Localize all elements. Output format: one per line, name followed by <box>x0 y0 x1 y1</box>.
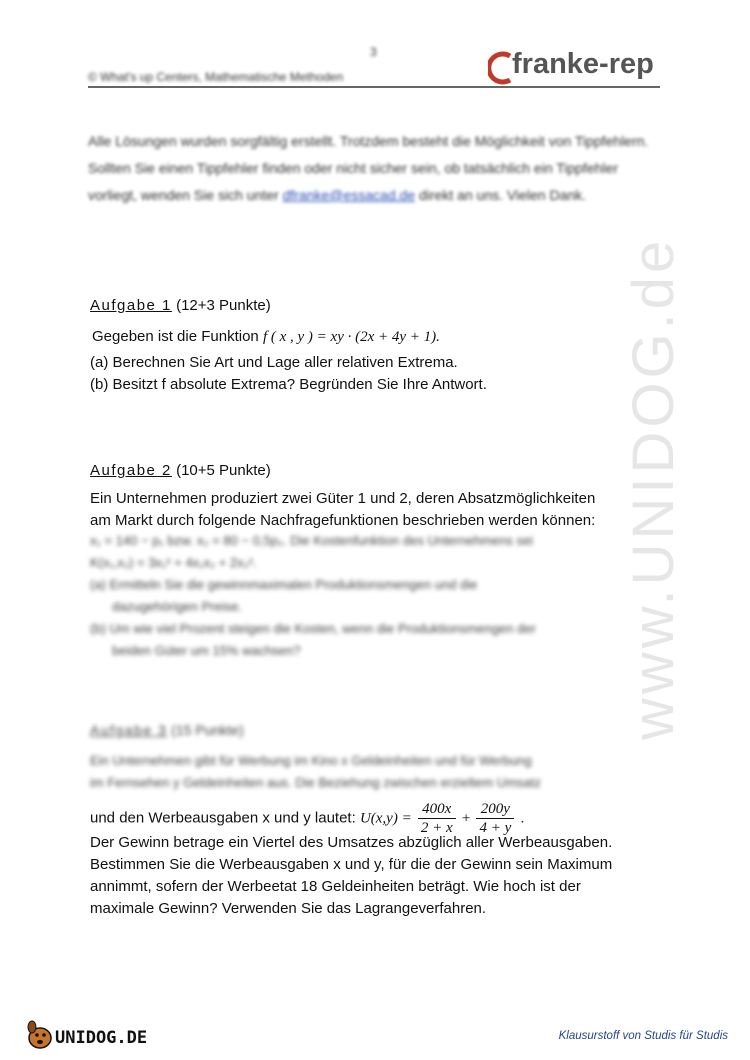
task2-blur-line4: dazugehörigen Preise. <box>112 599 243 614</box>
dog-mascot-icon <box>25 1018 55 1052</box>
header-source: © What's up Centers, Mathematische Methoden <box>88 70 344 84</box>
task2-line1: Ein Unternehmen produziert zwei Güter 1 und 2, deren Absatzmöglichkeiten <box>90 490 596 507</box>
intro-text-after: direkt an uns. Vielen Dank. <box>418 187 587 203</box>
task3-body <box>90 832 670 920</box>
task3-formula-lhs: U(x,y) = <box>359 810 412 827</box>
task3-blur-line2: im Fernsehen y Geldeinheiten aus. Die Beziehung zwischen erzieltem Umsatz <box>90 775 541 790</box>
footer-tagline: Klausurstoff von Studis für Studis <box>558 1030 728 1042</box>
email-link[interactable]: dfranke@essacad.de <box>282 187 416 203</box>
formula-period: . <box>520 809 525 827</box>
task2-blur-line5: (b) Um wie viel Prozent steigen die Kosten, wenn die Produktionsmengen der <box>90 621 536 636</box>
watermark: www.UNIDOG.de <box>621 236 686 740</box>
task3-blurred-block <box>90 750 660 794</box>
task2-heading <box>90 462 271 479</box>
task1-part-a: (a) Berechnen Sie Art und Lage aller relativen Extrema. <box>90 354 458 371</box>
task3-line4: maximale Gewinn? Verwenden Sie das Lagrangeverfahren. <box>90 900 487 917</box>
task3-line1: Der Gewinn betrage ein Viertel des Umsatzes abzüglich aller Werbeausgaben. <box>90 834 613 851</box>
franke-rep-logo <box>488 48 668 84</box>
task2-blur-line3: (a) Ermitteln Sie die gewinnmaximalen Produktionsmengen und die <box>90 577 478 592</box>
task1-formula: f ( x , y ) = xy · (2x + 4y + 1). <box>262 329 440 345</box>
page-number: 3 <box>370 45 377 59</box>
task2-points: (10+5 Punkte) <box>176 462 271 479</box>
task3-blur-line1: Ein Unternehmen gibt für Werbung im Kino x Geldeinheiten und für Werbung <box>90 753 532 768</box>
task3-points: (15 Punkte) <box>171 722 244 738</box>
task1-part-b: (b) Besitzt f absolute Extrema? Begründen Sie Ihre Antwort. <box>90 376 487 393</box>
task3-line2: Bestimmen Sie die Werbeausgaben x und y, für die der Gewinn sein Maximum <box>90 856 613 873</box>
task3-heading <box>90 722 244 738</box>
intro-paragraph <box>88 128 668 209</box>
task1-given <box>92 326 440 348</box>
header-divider <box>88 86 660 88</box>
task1-points: (12+3 Punkte) <box>176 297 271 314</box>
fraction-1-numerator: 400x <box>418 800 456 819</box>
task3-formula-intro: und den Werbeausgaben x und y lautet: <box>90 809 356 827</box>
task3-title: Aufgabe 3 <box>90 722 168 738</box>
task1-heading <box>90 297 271 314</box>
task1-title: Aufgabe 1 <box>90 297 172 314</box>
unidog-logo-text: UNIDOG.DE <box>55 1028 148 1048</box>
fraction-1-denominator: 2 + x <box>420 820 453 836</box>
plus-sign: + <box>461 810 471 827</box>
task2-blurred-block <box>90 530 660 662</box>
unidog-logo <box>25 1014 155 1054</box>
logo-text: franke-rep <box>512 48 654 80</box>
task2-blur-line1: x₁ = 140 − p₁ bzw. x₂ = 80 − 0,5p₂. Die Kostenfunktion des Unternehmens sei <box>90 533 534 548</box>
task2-blur-line6: beiden Güter um 15% wachsen? <box>112 643 301 658</box>
task2-blur-line2: K(x₁,x₂) = 3x₁² + 4x₁x₂ + 2x₂². <box>90 555 257 570</box>
intro-text: Alle Lösungen wurden sorgfältig erstellt. Trotzdem besteht die Möglichkeit von Tippfehlern. Sollten Sie einen Tippfehler finden oder nicht sicher sein, ob tatsächlich ein Tippfehler vorliegt, wenden Sie sich unter <box>88 133 649 203</box>
fraction-2-numerator: 200y <box>476 800 514 819</box>
task2-intro <box>90 488 660 532</box>
task2-title: Aufgabe 2 <box>90 462 172 479</box>
fraction-2-denominator: 4 + y <box>479 820 512 836</box>
task3-line3: annimmt, sofern der Werbeetat 18 Geldeinheiten beträgt. Wie hoch ist der <box>90 878 581 895</box>
task1-given-text: Gegeben ist die Funktion <box>92 328 259 345</box>
task2-line2: am Markt durch folgende Nachfragefunktionen beschrieben werden können: <box>90 512 596 529</box>
